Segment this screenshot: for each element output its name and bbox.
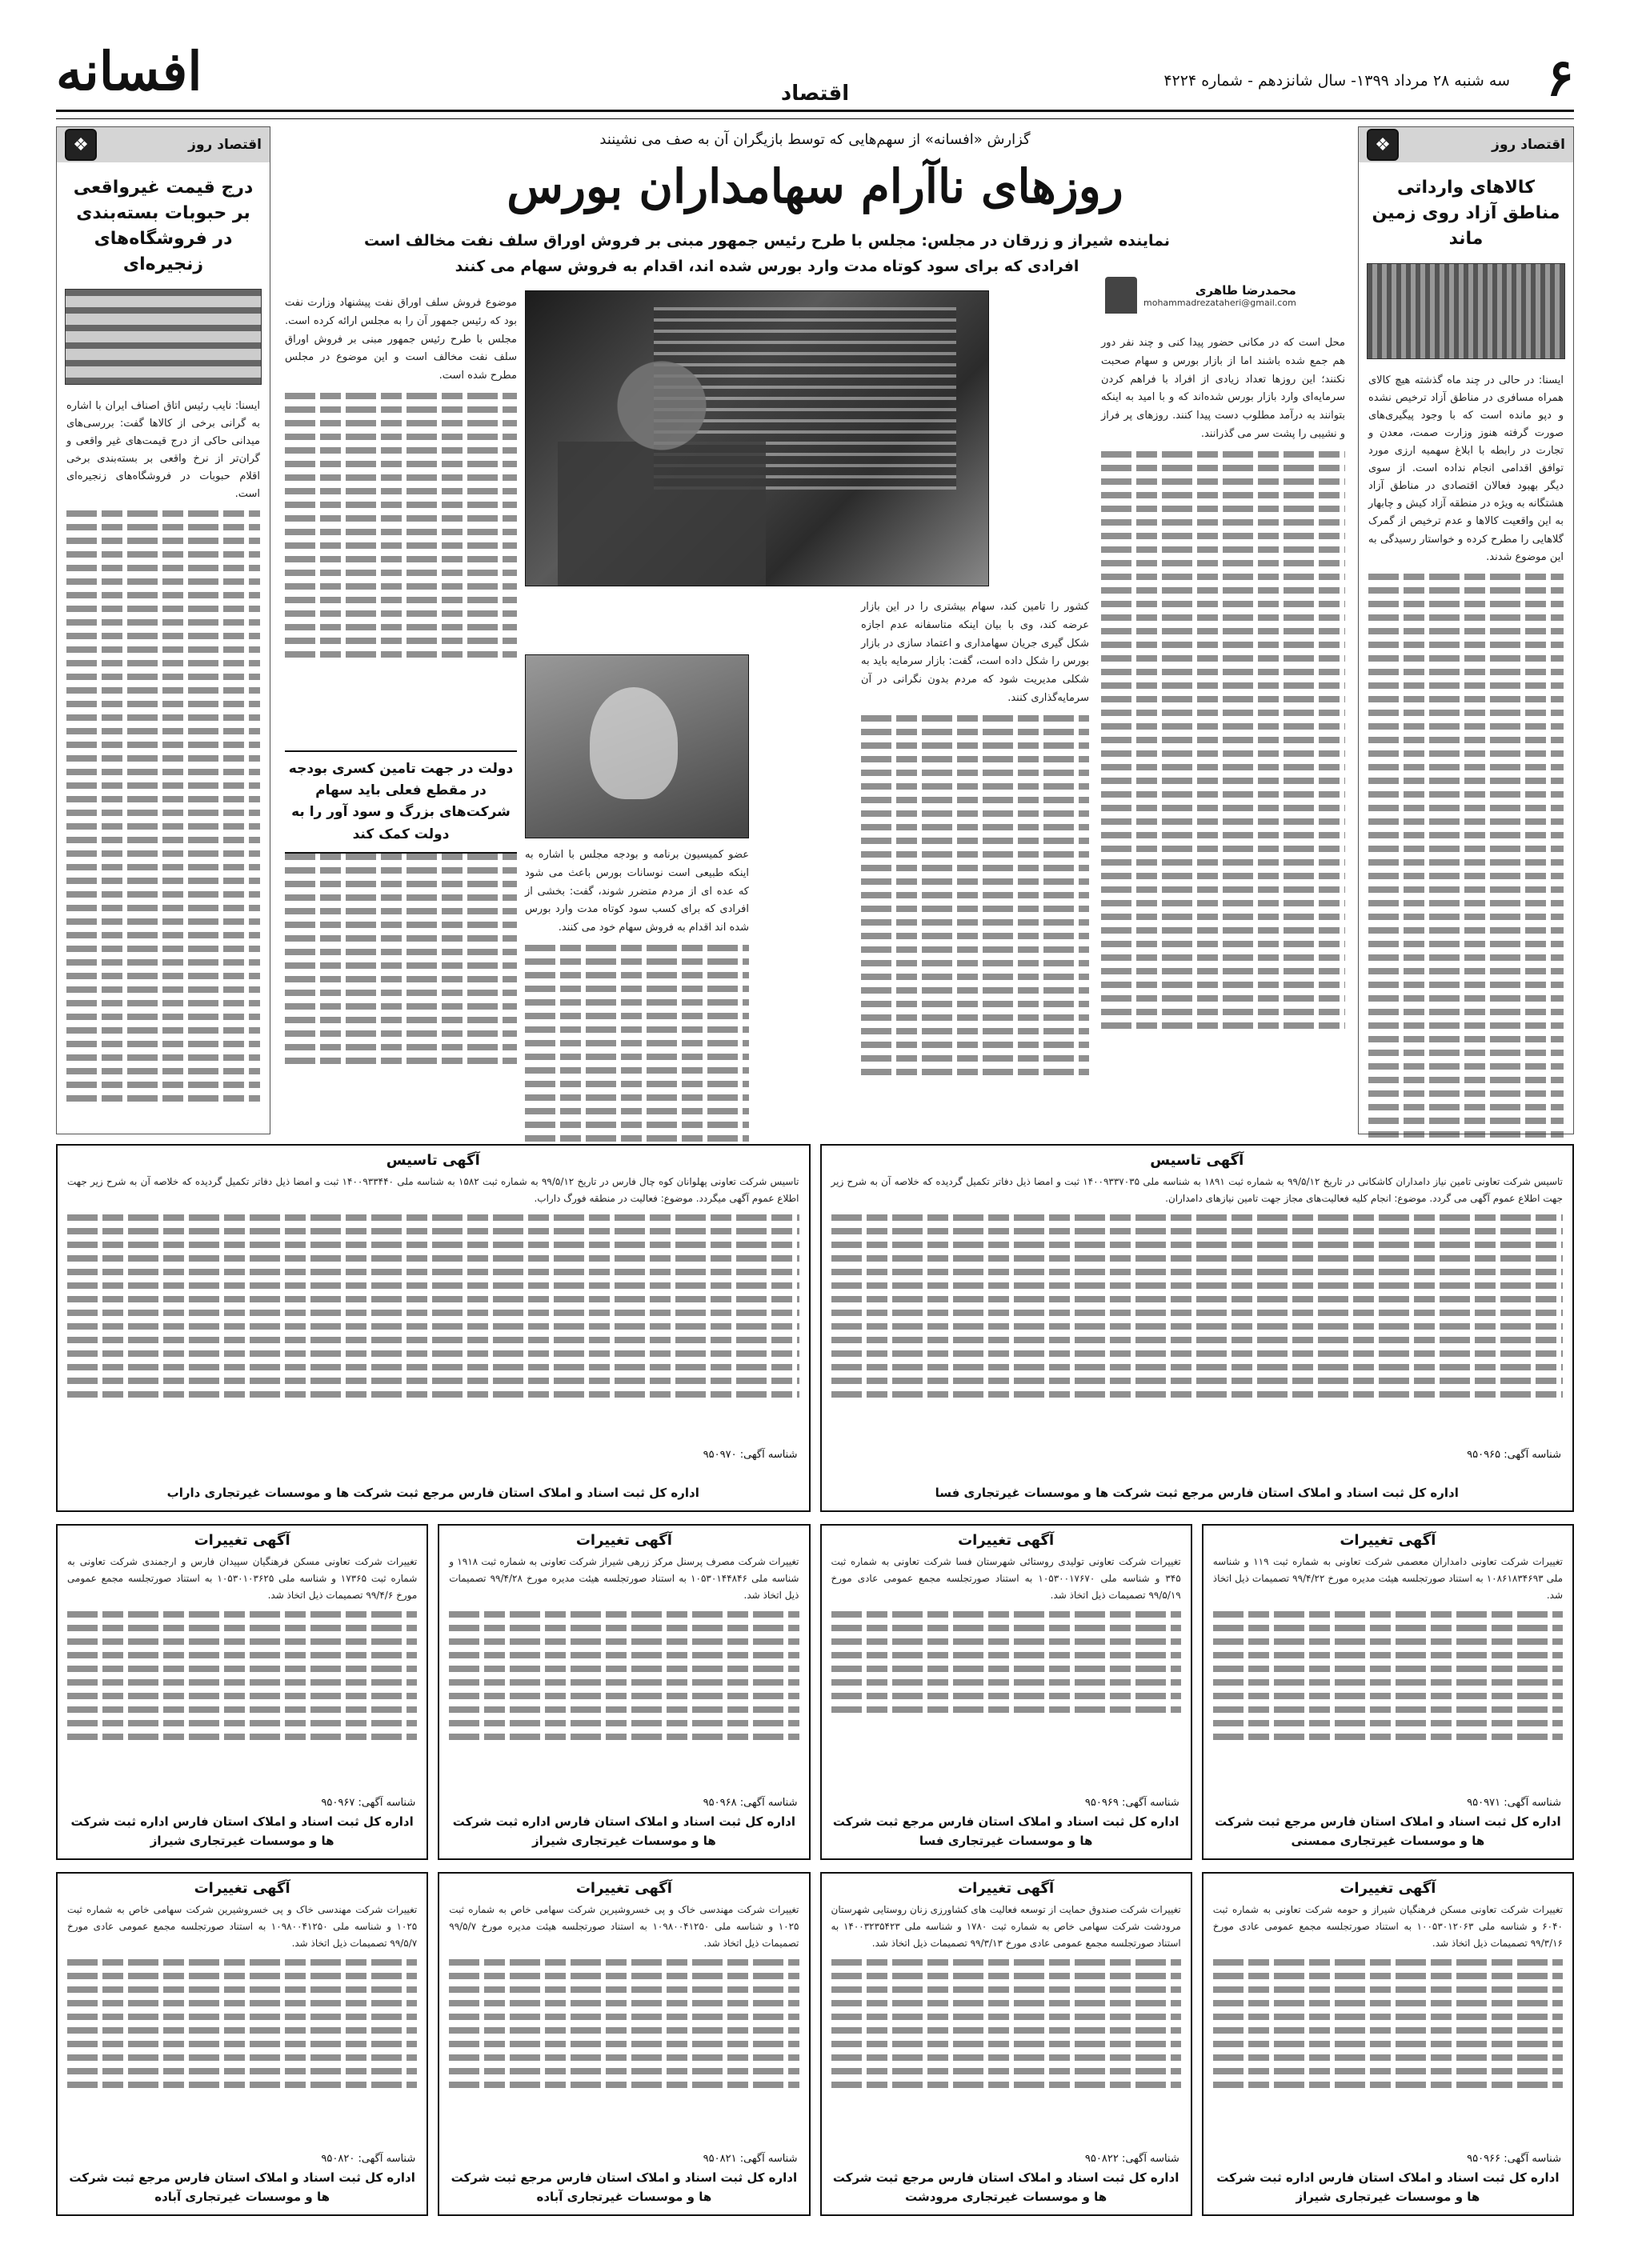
dateline: سه شنبه ۲۸ مرداد ۱۳۹۹- سال شانزدهم - شماره ۴۲۲۴ [1163,72,1510,90]
masthead [56,40,1574,112]
notice-footer: اداره کل ثبت اسناد و املاک استان فارس مرجع ثبت شرکت ها و موسسات غیرتجاری آباده [69,2170,415,2204]
story-subheads [285,228,1345,280]
legal-notice [56,1144,811,1512]
notice-footer: اداره کل ثبت اسناد و املاک استان فارس مرجع ثبت شرکت ها و موسسات غیرتجاری داراب [166,1486,699,1500]
legal-notice [1202,1524,1574,1860]
notice-footer: اداره کل ثبت اسناد و املاک استان فارس اداره ثبت شرکت ها و موسسات غیرتجاری شیراز [1216,2170,1560,2204]
supermarket-shelves-photo [65,289,262,385]
pull-quote: دولت در جهت تامین کسری بودجه در مقطع فعلی باید سهام شرکت‌های بزرگ و سود آور را به دولت کمک کند [285,750,517,854]
notice-footer: اداره کل ثبت اسناد و املاک استان فارس اداره ثبت شرکت ها و موسسات غیرتجاری شیراز [70,1814,414,1848]
page-number: ۶ [1546,48,1574,108]
notice-body: تغییرات شرکت تعاونی دامداران معصمی شرکت تعاونی به شماره ثبت ۱۱۹ و شناسه ملی ۱۰۸۶۱۸۳۴۶۹۳ به استناد صورتجلسه هیئت مدیره مورخ ۹۹/۴/۲۲ تصمیمات ذیل اتخاذ شد. [1213,1554,1563,1740]
legal-notice [820,1144,1575,1512]
legal-notice [1202,1872,1574,2216]
notice-title: آگهی تغییرات [194,1880,290,1897]
notice-body: تغییرات شرکت مهندسی خاک و پی خسروشیرین شرکت سهامی خاص به شماره ثبت ۱۰۲۵ و شناسه ملی ۱۰۹۸۰۰۴۱۲۵۰ به استناد صورتجلسه مجمع عمومی عادی مورخ ۹۹/۵/۷ تصمیمات ذیل اتخاذ شد. [67,1902,417,2088]
notice-footer: اداره کل ثبت اسناد و املاک استان فارس اداره ثبت شرکت ها و موسسات غیرتجاری شیراز [452,1814,796,1848]
legal-notice [438,1872,810,2216]
notice-title: آگهی تغییرات [1340,1880,1436,1897]
author-name: محمدرضا طاهری [1195,282,1296,298]
sidebar-label: اقتصاد روز [188,137,262,153]
notice-title: آگهی تاسیس [1150,1152,1244,1169]
sidebar-label: اقتصاد روز [1492,137,1565,153]
notice-footer: اداره کل ثبت اسناد و املاک استان فارس مرجع ثبت شرکت ها و موسسات غیرتجاری فسا [832,1814,1179,1848]
notice-title: آگهی تغییرات [958,1880,1055,1897]
story-column: موضوع فروش سلف اوراق نفت پیشنهاد وزارت نفت بود که رئیس جمهور آن را به مجلس ارائه کرده است. مجلس با طرح رئیس جمهور مبنی بر فروش اوراق سلف نفت مخالف است و این موضوع در مجلس مطرح شده است. [285,294,517,665]
sidebar-body: ایسنا: نایب رئیس اتاق اصناف ایران با اشاره به گرانی برخی از کالاها گفت: بررسی‌های میدانی حاکی از درج قیمت‌های غیر واقعی و گران‌تر از نرخ واقعی بر بسته‌بندی برخی اقلام حبوبات در فروشگاه‌های زنجیره‌ای است. [57,391,270,1116]
story-column: محل است که در مکانی حضور پیدا کنی و چند نفر دور هم جمع شده باشند اما از بازار بورس و سهام صحبت نکنند؛ این روزها تعداد زیادی از افراد با فراهم کردن سرمایه‌ای وارد بازار بورس شده‌اند که و با امید به اینکه بتوانند به درآمد مطلوب دست پیدا کنند. روزهای پر فراز و نشیبی را پشت سر می گذرانند. [1101,334,1345,1036]
notice-serial: شناسه آگهی: ۹۵۰۹۶۶ [1467,2153,1561,2165]
author-email: mohammadrezataheri@gmail.com [1143,297,1296,308]
notice-footer: اداره کل ثبت اسناد و املاک استان فارس مرجع ثبت شرکت ها و موسسات غیرتجاری مرودشت [832,2170,1179,2204]
notice-title: آگهی تاسیس [386,1152,480,1169]
sidebar-title: درج قیمت غیرواقعی بر حبوبات بسته‌بندی در فروشگاه‌های زنجیره‌ای [73,178,254,274]
legal-notice [56,1524,428,1860]
ads-row [56,1872,1574,2216]
main-story [285,126,1345,1134]
notice-body: تاسیس شرکت تعاونی تامین نیاز دامداران کاشکانی در تاریخ ۹۹/۵/۱۲ به شماره ثبت ۱۸۹۱ به شناسه ملی ۱۴۰۰۹۳۳۷۰۳۵ ثبت و امضا ذیل دفاتر تکمیل گردیده که خلاصه آن به شرح زیر جهت اطلاع عموم آگهی می گردد. موضوع: انجام کلیه فعالیت‌های مجاز جهت تامین نیازهای دامداران. [831,1174,1564,1398]
legal-notice [820,1872,1192,2216]
story-kicker: گزارش «افسانه» از سهم‌هایی که توسط بازیگران آن به صف می نشینند [599,131,1031,148]
story-headline: روزهای ناآرام سهامداران بورس [507,159,1123,214]
notice-body: تغییرات شرکت تعاونی تولیدی روستائی شهرستان فسا شرکت تعاونی به شماره ثبت ۳۴۵ و شناسه ملی ۱۰۵۳۰۰۱۷۶۷۰ به استناد صورتجلسه مجمع عمومی عادی مورخ ۹۹/۵/۱۹ تصمیمات ذیل اتخاذ شد. [831,1554,1181,1713]
divider [56,118,1574,119]
notice-title: آگهی تغییرات [1340,1532,1436,1549]
notice-footer: اداره کل ثبت اسناد و املاک استان فارس مرجع ثبت شرکت ها و موسسات غیرتجاری فسا [935,1486,1459,1500]
notice-body: تغییرات شرکت مصرف پرسنل مرکز زرهی شیراز شرکت تعاونی به شماره ثبت ۱۹۱۸ و شناسه ملی ۱۰۵۳۰۱۴۴۸۴۶ به استناد صورتجلسه هیئت مدیره مورخ ۹۹/۴/۲۸ تصمیمات ذیل اتخاذ شد. [449,1554,799,1740]
byline [1105,277,1345,314]
port-containers-photo [1367,263,1565,359]
newspaper-logo: افسانه [56,40,202,102]
story-subhead: افرادی که برای سود کوتاه مدت وارد بورس شده اند، اقدام به فروش سهام می کنند [455,258,1079,276]
legal-notice [820,1524,1192,1860]
mp-portrait-photo [525,654,749,838]
notice-footer: اداره کل ثبت اسناد و املاک استان فارس مرجع ثبت شرکت ها و موسسات غیرتجاری ممسنی [1215,1814,1561,1848]
notice-body: تاسیس شرکت تعاونی پهلوانان کوه چال فارس در تاریخ ۹۹/۵/۱۲ به شماره ثبت ۱۵۸۲ به شناسه ملی ۱۴۰۰۹۳۳۴۴۰ ثبت و امضا ذیل دفاتر تکمیل گردیده که خلاصه آن به شرح زیر جهت اطلاع عموم آگهی میگردد. موضوع: فعالیت در منطقه فورگ داراب. [67,1174,799,1398]
newspaper-emblem-icon: ❖ [65,129,97,161]
notice-footer: اداره کل ثبت اسناد و املاک استان فارس مرجع ثبت شرکت ها و موسسات غیرتجاری آباده [451,2170,798,2204]
notice-title: آگهی تغییرات [575,1532,672,1549]
sidebar-title: کالاهای وارداتی مناطق آزاد روی زمین ماند [1372,178,1560,249]
ads-row [56,1524,1574,1860]
notice-title: آگهی تغییرات [575,1880,672,1897]
stock-trader-photo [525,290,989,586]
story-column [285,846,517,1071]
legal-notice [438,1524,810,1860]
notice-body: تغییرات شرکت مهندسی خاک و پی خسروشیرین شرکت سهامی خاص به شماره ثبت ۱۰۲۵ و شناسه ملی ۱۰۹۸۰۰۴۱۲۵۰ به استناد صورتجلسه هیئت مدیره مورخ ۹۹/۵/۷ تصمیمات ذیل اتخاذ شد. [449,1902,799,2088]
sidebar-header [1359,127,1573,162]
left-sidebar [56,126,270,1134]
legal-notice [56,1872,428,2216]
notice-body: تغییرات شرکت صندوق حمایت از توسعه فعالیت های کشاورزی زنان روستایی شهرستان مرودشت شرکت سهامی خاص به شماره ثبت ۱۷۸۰ و شناسه ملی ۱۴۰۰۳۲۳۵۴۲۳ به استناد صورتجلسه مجمع عمومی عادی مورخ ۹۹/۳/۱۳ تصمیمات ذیل اتخاذ شد. [831,1902,1181,2088]
notice-serial: شناسه آگهی: ۹۵۰۸۲۰ [321,2153,416,2165]
notice-title: آگهی تغییرات [194,1532,290,1549]
notice-serial: شناسه آگهی: ۹۵۰۸۲۲ [1084,2153,1179,2165]
story-subhead: نماینده شیراز و زرقان در مجلس: مجلس با طرح رئیس جمهور مبنی بر فروش اوراق سلف نفت مخالف است [363,232,1171,250]
story-column: عضو کمیسیون برنامه و بودجه مجلس با اشاره به اینکه طبیعی است نوسانات بورس باعث می شود که عده ای از مردم متضرر شوند، گفت: بخشی از افرادی که برای کسب سود کوتاه مدت وارد بورس شده اند اقدام به فروش سهام خود می کنند. [525,846,749,1149]
sidebar-body: ایسنا: در حالی در چند ماه گذشته هیچ کالای همراه مسافری در مناطق آزاد ترخیص نشده و دپو مانده است که با وجود پیگیری‌های صورت گرفته هنوز وزارت صمت، معدن و تجارت در رابطه با ابلاغ سهمیه ارزی مورد توافق اقدامی انجام نداده است. از سوی دیگر بهبود فعالان اقتصادی در مناطق آزاد هشتگانه به ویژه در منطقه آزاد کیش و چابهار به این واقعیت کالاها و عدم ترخیص از گمرک گلاهایی را مطرح کرده و خواستار رسیدگی به این موضوع شدند. [1359,366,1573,1151]
notice-body: تغییرات شرکت تعاونی مسکن فرهنگیان سپیدان فارس و ارجمندی شرکت تعاونی به شماره ثبت ۱۷۳۶۵ و شناسه ملی ۱۰۵۳۰۱۰۳۶۲۵ به استناد صورتجلسه مجمع عمومی مورخ ۹۹/۴/۶ تصمیمات ذیل اتخاذ شد. [67,1554,417,1740]
section-title: اقتصاد [780,82,850,106]
notice-serial: شناسه آگهی: ۹۵۰۹۶۸ [703,1797,798,1809]
notice-serial: شناسه آگهی: ۹۵۰۹۷۰ [703,1449,798,1461]
notice-serial: شناسه آگهی: ۹۵۰۸۲۱ [703,2153,798,2165]
newspaper-emblem-icon: ❖ [1367,129,1399,161]
notice-serial: شناسه آگهی: ۹۵۰۹۶۷ [321,1797,416,1809]
ads-row [56,1144,1574,1512]
notice-serial: شناسه آگهی: ۹۵۰۹۷۱ [1467,1797,1561,1809]
right-sidebar [1358,126,1574,1134]
author-avatar [1105,277,1137,314]
notice-serial: شناسه آگهی: ۹۵۰۹۶۹ [1084,1797,1179,1809]
notice-serial: شناسه آگهی: ۹۵۰۹۶۵ [1467,1449,1561,1461]
notice-body: تغییرات شرکت تعاونی مسکن فرهنگیان شیراز و حومه شرکت تعاونی به شماره ثبت ۶۰۴۰ و شناسه ملی ۱۰۰۵۳۰۱۲۰۶۳ به استناد صورتجلسه مجمع عمومی عادی مورخ ۹۹/۳/۱۶ تصمیمات ذیل اتخاذ شد. [1213,1902,1563,2088]
story-column: کشور را تامین کند، سهام بیشتری را در این بازار عرضه کند، وی با بیان اینکه متاسفانه عدم اجازه شکل گیری جریان سهامداری و اعتماد سازی در بازار بورس را شکل داده است، گفت: بازار سرمایه باید به شکلی مدیریت شود که مردم بدون نگرانی در آن سرمایه‌گذاری کنند. [861,598,1089,1082]
notice-title: آگهی تغییرات [958,1532,1055,1549]
sidebar-header [57,127,270,162]
